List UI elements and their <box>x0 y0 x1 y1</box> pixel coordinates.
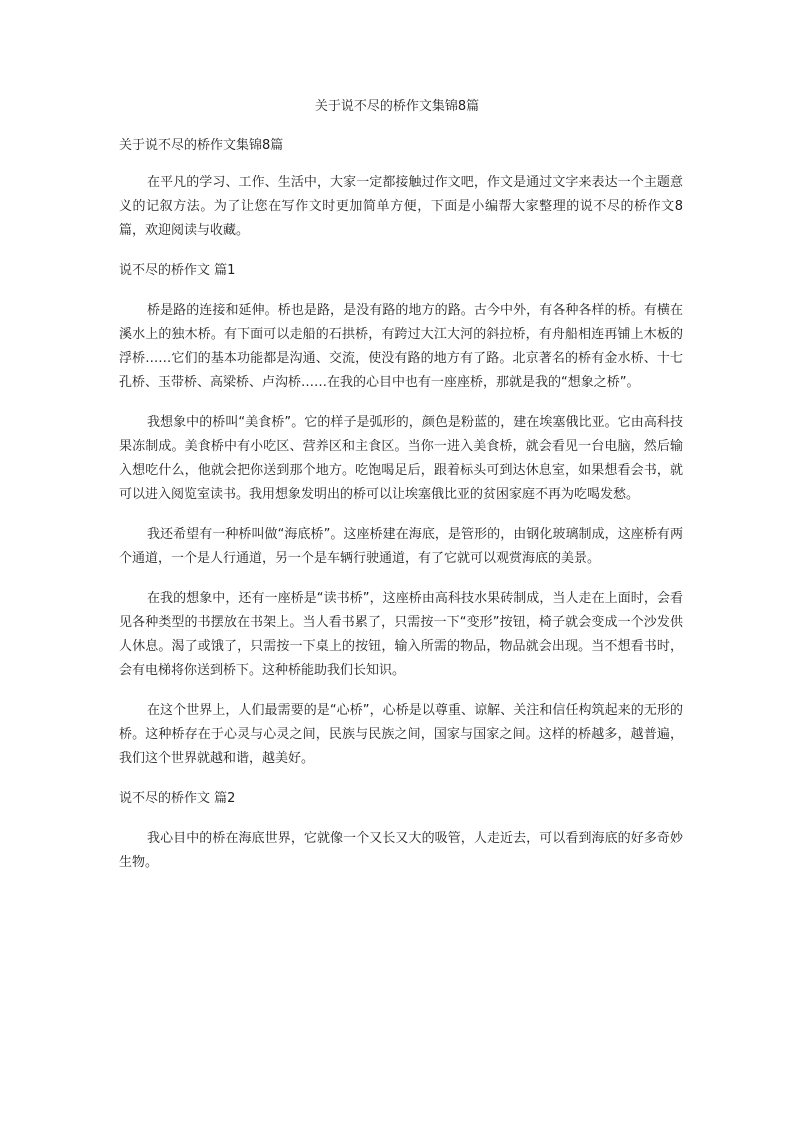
document-body <box>119 134 683 891</box>
section-1-paragraph-5: 在这个世界上，人们最需要的是“心桥”，心桥是以尊重、谅解、关注和信任构筑起来的无形的桥。这种桥存在于心灵与心灵之间，民族与民族之间，国家与国家之间。这样的桥越多，越普遍，我们这个世界就越和谐，越美好。 <box>119 703 683 766</box>
document-subtitle: 关于说不尽的桥作文集锦8篇 <box>119 138 284 153</box>
document-title: 关于说不尽的桥作文集锦8篇 <box>314 99 480 114</box>
section-1-paragraph-2: 我想象中的桥叫“美食桥”。它的样子是弧形的，颜色是粉蓝的，建在埃塞俄比亚。它由高科技果冻制成。美食桥中有小吃区、营养区和主食区。当你一进入美食桥，就会看见一台电脑，然后输入想吃什么，他就会把你送到那个地方。吃饱喝足后，跟着标头可到达休息室，如果想看会书，就可以进入阅览室读书。我用想象发明出的桥可以让埃塞俄比亚的贫困家庭不再为吃喝发愁。 <box>119 415 683 502</box>
section-heading-2: 说不尽的桥作文 篇2 <box>119 791 236 806</box>
intro-paragraph: 在平凡的学习、工作、生活中，大家一定都接触过作文吧，作文是通过文字来表达一个主题意义的记叙方法。为了让您在写作文时更加简单方便，下面是小编帮大家整理的说不尽的桥作文8篇，欢迎阅读与收藏。 <box>119 175 683 238</box>
section-heading-1: 说不尽的桥作文 篇1 <box>119 263 236 278</box>
section-2-paragraph-1: 我心目中的桥在海底世界，它就像一个又长又大的吸管，人走近去，可以看到海底的好多奇妙生物。 <box>119 831 683 870</box>
section-1-paragraph-4: 在我的想象中，还有一座桥是“读书桥”，这座桥由高科技水果砖制成，当人走在上面时，会看见各种类型的书摆放在书架上。当人看书累了，只需按一下“变形”按钮，椅子就会变成一个沙发供人休息。渴了或饿了，只需按一下桌上的按钮，输入所需的物品，物品就会出现。当不想看书时，会有电梯将你送到桥下。这种桥能助我们长知识。 <box>119 591 683 678</box>
section-1-paragraph-3: 我还希望有一种桥叫做“海底桥”。这座桥建在海底，是管形的，由钢化玻璃制成，这座桥有两个通道，一个是人行通道，另一个是车辆行驶通道，有了它就可以观赏海底的美景。 <box>119 527 683 566</box>
section-1-paragraph-1: 桥是路的连接和延伸。桥也是路，是没有路的地方的路。古今中外，有各种各样的桥。有横在溪水上的独木桥。有下面可以走船的石拱桥，有跨过大江大河的斜拉桥，有舟船相连再铺上木板的浮桥……它们的基本功能都是沟通、交流，使没有路的地方有了路。北京著名的桥有金水桥、十七孔桥、玉带桥、高梁桥、卢沟桥……在我的心目中也有一座座桥，那就是我的“想象之桥”。 <box>119 303 683 390</box>
